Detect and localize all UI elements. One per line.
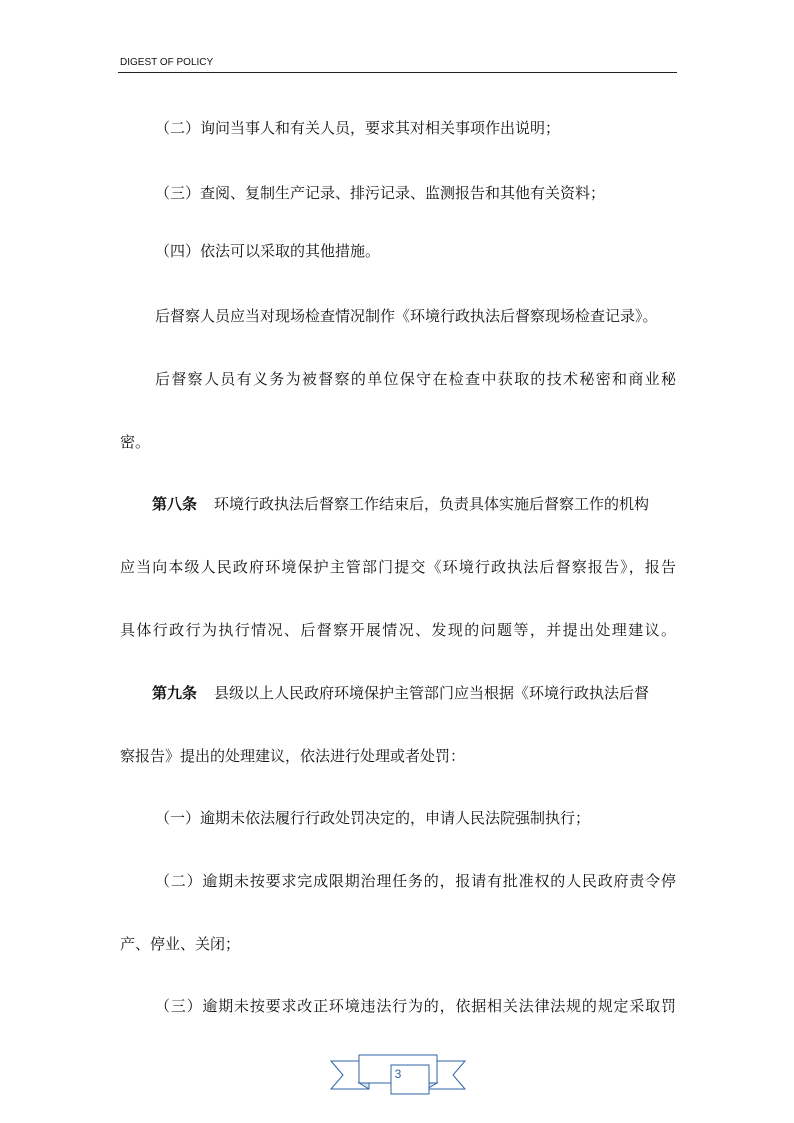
paragraph-line: （一）逾期未依法履行行政处罚决定的，申请人民法院强制执行； [155, 809, 591, 827]
paragraph-line: 应当向本级人民政府环境保护主管部门提交《环境行政执法后督察报告》，报告 [120, 558, 676, 576]
paragraph-line: （四）依法可以采取的其他措施。 [155, 242, 381, 260]
page-number: 3 [394, 1067, 402, 1081]
paragraph-line: （三）逾期未按要求改正环境违法行为的，依据相关法律法规的规定采取罚 [155, 997, 676, 1015]
article-9-first-line [120, 683, 676, 703]
paragraph-line: 产、停业、关闭； [120, 935, 241, 953]
article-9-label: 第九条 [152, 684, 198, 702]
paragraph-line: （二）逾期未按要求完成限期治理任务的，报请有批准权的人民政府责令停 [155, 872, 676, 890]
paragraph-line: 后督察人员有义务为被督察的单位保守在检查中获取的技术秘密和商业秘 [155, 370, 676, 388]
paragraph-text: 县级以上人民政府环境保护主管部门应当根据《环境行政执法后督 [214, 684, 650, 702]
article-8-first-line [120, 494, 676, 514]
paragraph-line: 密。 [120, 433, 151, 451]
article-8-label: 第八条 [152, 495, 198, 513]
paragraph-line: 后督察人员应当对现场检查情况制作《环境行政执法后督察现场检查记录》。 [155, 307, 658, 325]
paragraph-text: 环境行政执法后督察工作结束后，负责具体实施后督察工作的机构 [214, 495, 650, 513]
paragraph-line: 具体行政行为执行情况、后督察开展情况、发现的问题等，并提出处理建议。 [120, 621, 676, 639]
running-header: DIGEST OF POLICY [120, 57, 214, 68]
paragraph-line: 察报告》提出的处理建议，依法进行处理或者处罚： [120, 747, 466, 765]
paragraph-line: （二）询问当事人和有关人员，要求其对相关事项作出说明； [155, 119, 561, 137]
header-divider [118, 72, 677, 73]
paragraph-line: （三）查阅、复制生产记录、排污记录、监测报告和其他有关资料； [155, 184, 606, 202]
